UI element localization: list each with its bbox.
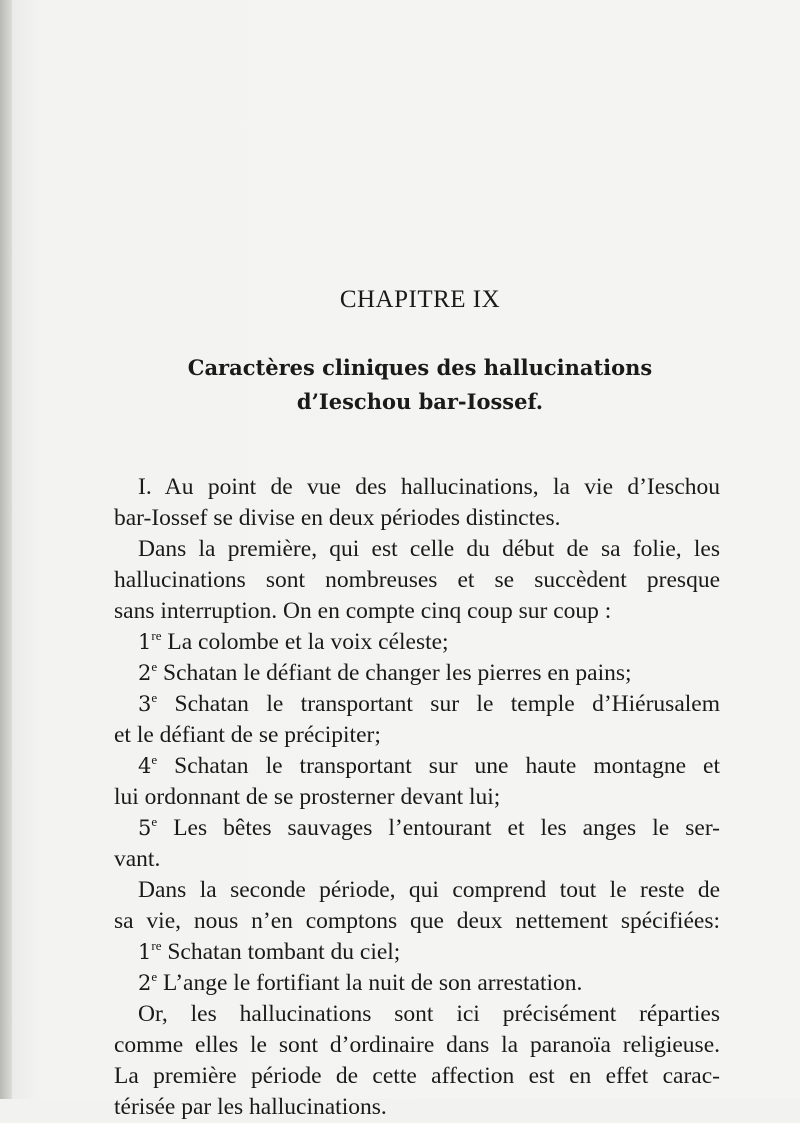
text-line: lui ordonnant de se prosterner devant lui; (114, 784, 501, 810)
text-line: Dans la seconde période, qui comprend tout le reste de (138, 877, 720, 903)
text-line: vant. (114, 846, 161, 872)
text-line: Les bêtes sauvages l’entourant et les anges le ser- (173, 815, 720, 841)
list-item (114, 813, 720, 844)
text-line: Or, les hallucinations sont ici précisément réparties (138, 1001, 720, 1027)
ordinal-number: 1 (138, 630, 152, 654)
ordinal-suffix: e (151, 659, 158, 674)
list-item (114, 937, 720, 968)
ordinal-number: 2 (138, 661, 152, 685)
text-line: L’ange le fortifiant la nuit de son arrestation. (163, 970, 583, 996)
text-line: Schatan le transportant sur une haute montagne et (174, 753, 721, 779)
text-line: Schatan tombant du ciel; (167, 939, 401, 965)
ordinal-suffix: re (151, 938, 162, 953)
ordinal-suffix: e (151, 969, 158, 984)
list-item (114, 751, 720, 782)
list-item (114, 658, 720, 689)
text-line: comme elles le sont d’ordinaire dans la paranoïa religieuse. (114, 1032, 720, 1058)
text-line: Schatan le transportant sur le temple d’Hiérusalem (174, 691, 720, 717)
ordinal-number: 4 (138, 754, 152, 778)
ordinal-number: 3 (138, 692, 152, 716)
ordinal-suffix: e (151, 814, 158, 829)
list-item (114, 689, 720, 720)
ordinal-number: 1 (138, 940, 152, 964)
text-line: et le défiant de se précipiter; (114, 722, 381, 748)
text-line: térisée par les hallucinations. (114, 1094, 387, 1120)
text-line: La colombe et la voix céleste; (167, 629, 449, 655)
text-line: I. Au point de vue des hallucinations, la vie d’Ieschou (138, 474, 720, 500)
chapter-title-line-2: d’Ieschou bar-Iossef. (296, 389, 544, 414)
chapter-heading: CHAPITRE IX (339, 286, 501, 313)
list-item (114, 627, 720, 658)
text-line: sa vie, nous n’en comptons que deux nettement spécifiées: (114, 908, 720, 934)
ordinal-suffix: re (151, 628, 162, 643)
text-line: Dans la première, qui est celle du début de sa folie, les (138, 536, 720, 562)
text-line: sans interruption. On en compte cinq coup sur coup : (114, 598, 612, 624)
ordinal-suffix: e (151, 690, 158, 705)
ordinal-number: 5 (138, 816, 152, 840)
text-line: bar-Iossef se divise en deux périodes distinctes. (114, 505, 561, 531)
ordinal-number: 2 (138, 971, 152, 995)
page-binding-edge (0, 0, 12, 1099)
list-item (114, 968, 720, 999)
body-text (114, 472, 720, 1123)
text-line: La première période de cette affection est en effet carac- (114, 1063, 720, 1089)
text-line: Schatan le défiant de changer les pierres en pains; (163, 660, 632, 686)
text-line: hallucinations sont nombreuses et se succèdent presque (114, 567, 720, 593)
ordinal-suffix: e (151, 752, 158, 767)
chapter-title-line-1: Caractères cliniques des hallucinations (187, 355, 653, 380)
